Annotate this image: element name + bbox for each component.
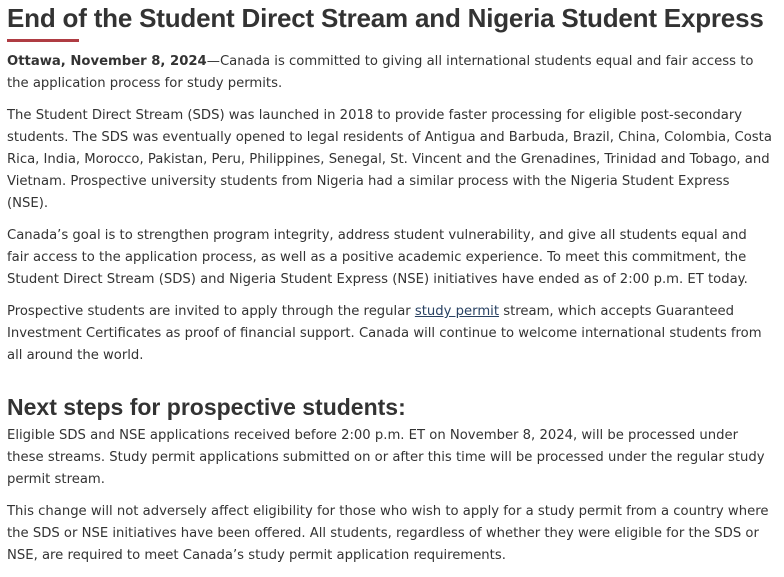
news-release-content	[7, 0, 772, 577]
study-permit-link[interactable]: study permit	[414, 304, 500, 319]
next-steps-heading: Next steps for prospective students:	[7, 394, 406, 420]
apply-paragraph	[7, 301, 772, 367]
processing-paragraph: Eligible SDS and NSE applications received before 2:00 p.m. ET on November 8, 2024, will be processed under these streams. Study permit applications submitted on or after this time will be processed under the regular study permit stream.	[7, 428, 765, 487]
dateline: Ottawa, November 8, 2024	[7, 54, 207, 69]
goal-paragraph: Canada’s goal is to strengthen program integrity, address student vulnerability, and give all students equal and fair access to the application process, as well as a positive academic experience. To meet this commitment, the Student Direct Stream (SDS) and Nigeria Student Express (NSE) initiatives have ended as of 2:00 p.m. ET today.	[7, 228, 748, 287]
page-title: End of the Student Direct Stream and Nigeria Student Express	[7, 3, 764, 33]
intro-text: —Canada is committed to giving all international students equal and fair access to the application process for study permits.	[7, 54, 754, 91]
title-underline-decoration	[7, 39, 79, 42]
eligibility-paragraph: This change will not adversely affect eligibility for those who wish to apply for a study permit from a country where the SDS or NSE initiatives have been offered. All students, regardless of whether they were eligible for the SDS or NSE, are required to meet Canada’s study permit application requirements.	[7, 504, 769, 563]
intro-paragraph	[7, 51, 772, 95]
apply-text-after: stream, which accepts Guaranteed Investment Certificates as proof of financial support. Canada will continue to welcome international students from all around the world.	[7, 304, 762, 363]
apply-text-before: Prospective students are invited to apply through the regular	[7, 304, 415, 319]
sds-background-paragraph: The Student Direct Stream (SDS) was launched in 2018 to provide faster processing for eligible post-secondary students. The SDS was eventually opened to legal residents of Antigua and Barbuda, Brazil, China, Colombia, Costa Rica, India, Morocco, Pakistan, Peru, Philippines, Senegal, St. Vincent and the Grenadines, Trinidad and Tobago, and Vietnam. Prospective university students from Nigeria had a similar process with the Nigeria Student Express (NSE).	[7, 108, 772, 211]
